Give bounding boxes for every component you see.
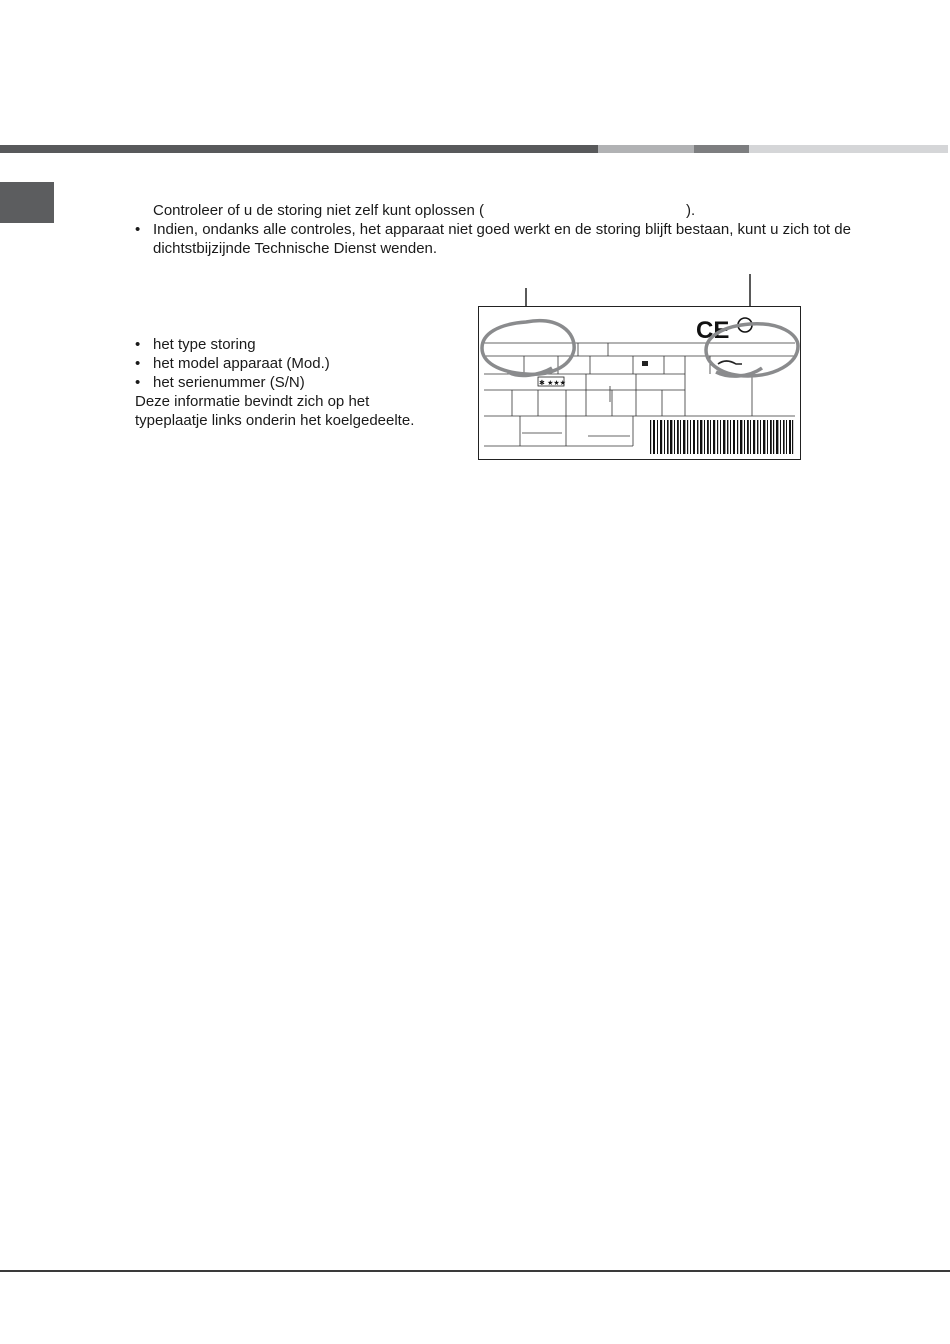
rating-plate	[478, 306, 801, 460]
intro-line-3: dichtstbijzijnde Technische Dienst wenden.	[153, 240, 438, 257]
list-item: het serienummer (S/N)	[153, 374, 305, 391]
intro-line-2: Indien, ondanks alle controles, het apparaat niet goed werkt en de storing blijft bestaan, kunt u zich tot de	[153, 221, 851, 238]
star-rating: ✱ ★★★	[539, 379, 566, 387]
header-bar-segment-light	[598, 145, 694, 153]
footer-rule	[0, 1270, 950, 1272]
ce-mark: CE	[696, 317, 730, 344]
list-bullet: •	[135, 336, 141, 353]
info-note-line-1: Deze informatie bevindt zich op het	[135, 393, 370, 410]
intro-line-1-suffix: ).	[686, 202, 696, 219]
header-bar-segment-dark	[0, 145, 598, 153]
list-item: het type storing	[153, 336, 256, 353]
bullet-glyph: •	[135, 221, 141, 238]
intro-line-1	[153, 201, 695, 220]
intro-line-1-prefix: Controleer of u de storing niet zelf kunt oplossen (	[153, 202, 485, 219]
header-bar-segment-mid	[694, 145, 749, 153]
list-bullet: •	[135, 374, 141, 391]
language-tab	[0, 182, 54, 223]
header-color-bar	[0, 145, 950, 153]
plug-symbol	[642, 361, 648, 366]
info-note-line-2: typeplaatje links onderin het koelgedeelte.	[135, 412, 415, 429]
list-bullet: •	[135, 355, 141, 372]
list-item: het model apparaat (Mod.)	[153, 355, 330, 372]
header-bar-segment-pale	[749, 145, 948, 153]
